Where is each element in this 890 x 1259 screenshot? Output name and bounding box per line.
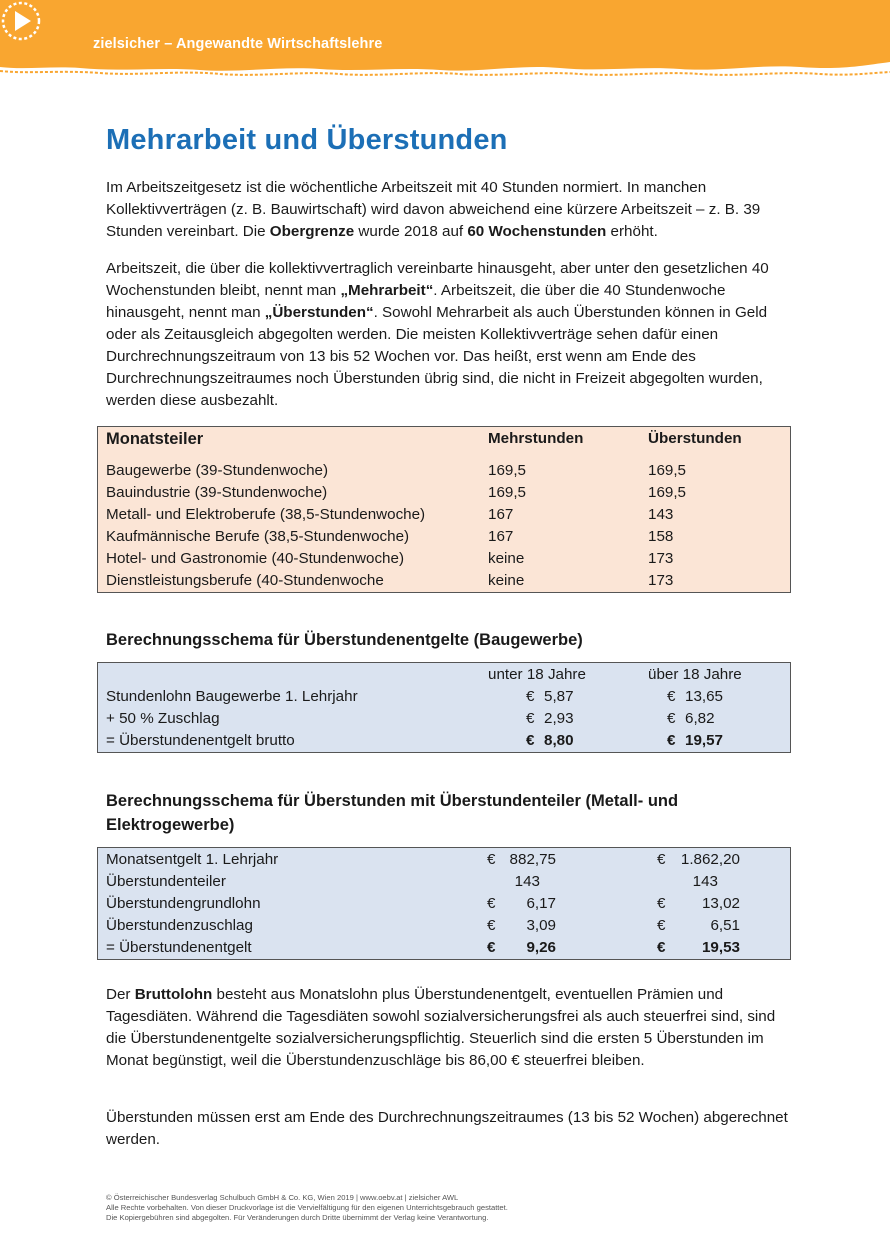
currency-symbol: € <box>487 939 496 956</box>
table-header-row <box>98 428 790 450</box>
play-icon <box>0 0 42 42</box>
table-row <box>98 686 790 708</box>
paragraph-text: erhöht. <box>606 223 658 240</box>
currency-symbol: € <box>667 710 676 727</box>
table-row <box>98 849 790 871</box>
cell-ueberstunden: 158 <box>648 528 674 545</box>
cell-mehrstunden: 167 <box>488 506 514 523</box>
value-column-1: 882,75 <box>509 851 556 868</box>
cell-ueberstunden: 173 <box>648 572 674 589</box>
cell-mehrstunden: keine <box>488 572 525 589</box>
row-label: + 50 % Zuschlag <box>106 710 220 727</box>
currency-symbol: € <box>657 851 666 868</box>
value-column-2: 1.862,20 <box>680 851 740 868</box>
footer-line: Alle Rechte vorbehalten. Von dieser Druckvorlage ist die Vervielfältigung für den eigenen Unterrichtsgebrauch gestattet. <box>106 1203 508 1212</box>
cell-ueberstunden: 173 <box>648 550 674 567</box>
value-column-1: 9,26 <box>526 939 556 956</box>
table-row <box>98 548 790 570</box>
emphasis-text: Obergrenze <box>269 223 355 240</box>
currency-symbol: € <box>657 939 666 956</box>
value-under-18: 2,93 <box>544 710 574 727</box>
closing-paragraph-1 <box>106 984 796 1072</box>
value-column-1: 143 <box>514 873 540 890</box>
value-under-18: 8,80 <box>544 732 574 749</box>
currency-symbol: € <box>487 895 496 912</box>
value-column-2: 6,51 <box>710 917 740 934</box>
currency-symbol: € <box>657 917 666 934</box>
value-column-2: 19,53 <box>701 939 740 956</box>
footer-line: © Österreichischer Bundesverlag Schulbuch GmbH & Co. KG, Wien 2019 | www.oebv.at | zielsicher AWL <box>106 1193 459 1202</box>
cell-ueberstunden: 169,5 <box>648 462 687 479</box>
value-column-1: 6,17 <box>526 895 556 912</box>
scheme2-title <box>106 789 678 837</box>
cell-mehrstunden: 167 <box>488 528 514 545</box>
page-title: Mehrarbeit und Überstunden <box>106 124 508 156</box>
row-label: Überstundengrundlohn <box>106 895 261 912</box>
table-row <box>98 570 790 592</box>
table-row <box>98 708 790 730</box>
scheme1-title: Berechnungsschema für Überstundenentgelte (Baugewerbe) <box>106 631 583 649</box>
value-under-18: 5,87 <box>544 688 574 705</box>
closing-paragraph-2 <box>106 1107 796 1151</box>
currency-symbol: € <box>487 917 496 934</box>
paragraph-text: Im Arbeitszeitgesetz ist die wöchentliche Arbeitszeit mit 40 Stunden normiert. In manchen Kollektivverträgen (z. B. Bauwirtschaft) wird davon abweichend eine kürzere Arbeitszeit – z. B. 39 Stunden vereinbart. Die <box>106 179 761 240</box>
currency-symbol: € <box>526 688 535 705</box>
table-row <box>98 915 790 937</box>
currency-symbol: € <box>526 710 535 727</box>
cell-ueberstunden: 169,5 <box>648 484 687 501</box>
value-over-18: 13,65 <box>685 688 724 705</box>
scheme2-title-line-1: Berechnungsschema für Überstunden mit Überstundenteiler (Metall- und <box>106 792 679 810</box>
emphasis-text: „Überstunden“ <box>264 304 374 321</box>
column-header: über 18 Jahre <box>648 666 742 683</box>
cell-mehrstunden: 169,5 <box>488 484 527 501</box>
column-header: Mehrstunden <box>488 430 584 447</box>
cell-category: Bauindustrie (39-Stundenwoche) <box>106 484 328 501</box>
brand-title: zielsicher – Angewandte Wirtschaftslehre <box>93 36 383 52</box>
scheme2-title-line-2: Elektrogewerbe) <box>106 816 235 834</box>
paragraph-text: Arbeitszeit, die über die kollektivvertraglich vereinbarte hinausgeht, aber unter den gesetzlichen 40 Wochenstunden bleibt, nennt man <box>106 260 769 299</box>
currency-symbol: € <box>667 732 676 749</box>
header-banner <box>0 0 890 80</box>
value-column-1: 3,09 <box>526 917 556 934</box>
value-column-2: 143 <box>692 873 718 890</box>
paragraph-text: . Sowohl Mehrarbeit als auch Überstunden können in Geld oder als Zeitausgleich abgegolten werden. Die meisten Kollektivverträge sehen dafür einen Durchrechnungszeitraum von 13 bis 52 Wochen vor. Das heißt, erst wenn am Ende des Durchrechnungszeitraumes noch Überstunden übrig sind, die nicht in Freizeit abgegolten wurden, werden diese ausbezahlt. <box>106 304 768 409</box>
paragraph-text: Überstunden müssen erst am Ende des Durchrechnungszeitraumes (13 bis 52 Wochen) abgerechnet werden. <box>106 1109 788 1148</box>
table-row <box>98 526 790 548</box>
cell-category: Kaufmännische Berufe (38,5-Stundenwoche) <box>106 528 410 545</box>
column-header: unter 18 Jahre <box>488 666 586 683</box>
column-header: Überstunden <box>648 430 742 447</box>
intro-paragraph-2 <box>106 258 796 412</box>
row-label: Überstundenzuschlag <box>106 917 253 934</box>
currency-symbol: € <box>526 732 535 749</box>
currency-symbol: € <box>657 895 666 912</box>
cell-mehrstunden: 169,5 <box>488 462 527 479</box>
table-row <box>98 482 790 504</box>
currency-symbol: € <box>487 851 496 868</box>
scheme1-table <box>97 662 791 753</box>
paragraph-text: Der <box>106 986 135 1003</box>
footer-line: Die Kopiergebühren sind abgegolten. Für Veränderungen durch Dritte übernimmt der Verlag keine Verantwortung. <box>106 1213 489 1222</box>
value-over-18: 19,57 <box>685 732 724 749</box>
cell-category: Baugewerbe (39-Stundenwoche) <box>106 462 329 479</box>
footer-copyright <box>106 1193 508 1223</box>
table-row <box>98 893 790 915</box>
cell-category: Hotel- und Gastronomie (40-Stundenwoche) <box>106 550 405 567</box>
paragraph-text: besteht aus Monatslohn plus Überstundenentgelt, eventuellen Prämien und Tagesdiäten. Während die Tagesdiäten sowohl sozialversicherungsfrei als auch steuerfrei sind, sind die Überstundenentgelte sozialversicherungspflichtig. Steuerlich sind die ersten 5 Überstunden im Monat begünstigt, weil die Überstundenzuschläge bis 86,00 € steuerfrei bleiben. <box>106 986 776 1069</box>
table-header-row <box>98 664 790 686</box>
emphasis-text: „Mehrarbeit“ <box>340 282 434 299</box>
emphasis-text: 60 Wochenstunden <box>467 223 607 240</box>
row-label: Monatsentgelt 1. Lehrjahr <box>106 851 279 868</box>
cell-mehrstunden: keine <box>488 550 525 567</box>
value-column-2: 13,02 <box>701 895 740 912</box>
column-header: Monatsteiler <box>106 430 204 448</box>
row-label: = Überstundenentgelt brutto <box>106 732 295 749</box>
row-label: Stundenlohn Baugewerbe 1. Lehrjahr <box>106 688 358 705</box>
table-row <box>98 460 790 482</box>
currency-symbol: € <box>667 688 676 705</box>
cell-ueberstunden: 143 <box>648 506 674 523</box>
paragraph-text: wurde 2018 auf <box>354 223 468 240</box>
cell-category: Metall- und Elektroberufe (38,5-Stundenwoche) <box>106 506 426 523</box>
paragraph-text: . Arbeitszeit, die über die 40 Stundenwoche hinausgeht, nennt man <box>106 282 726 321</box>
emphasis-text: Bruttolohn <box>134 986 213 1003</box>
table-row <box>98 504 790 526</box>
intro-paragraph-1 <box>106 177 796 243</box>
row-label: = Überstundenentgelt <box>106 939 252 956</box>
cell-category: Dienstleistungsberufe (40-Stundenwoche <box>106 572 384 589</box>
row-label: Überstundenteiler <box>106 873 226 890</box>
table-row <box>98 937 790 959</box>
table-row <box>98 871 790 893</box>
value-over-18: 6,82 <box>685 710 715 727</box>
table-row <box>98 730 790 752</box>
scheme2-table <box>97 847 791 960</box>
divisor-table <box>97 426 791 593</box>
